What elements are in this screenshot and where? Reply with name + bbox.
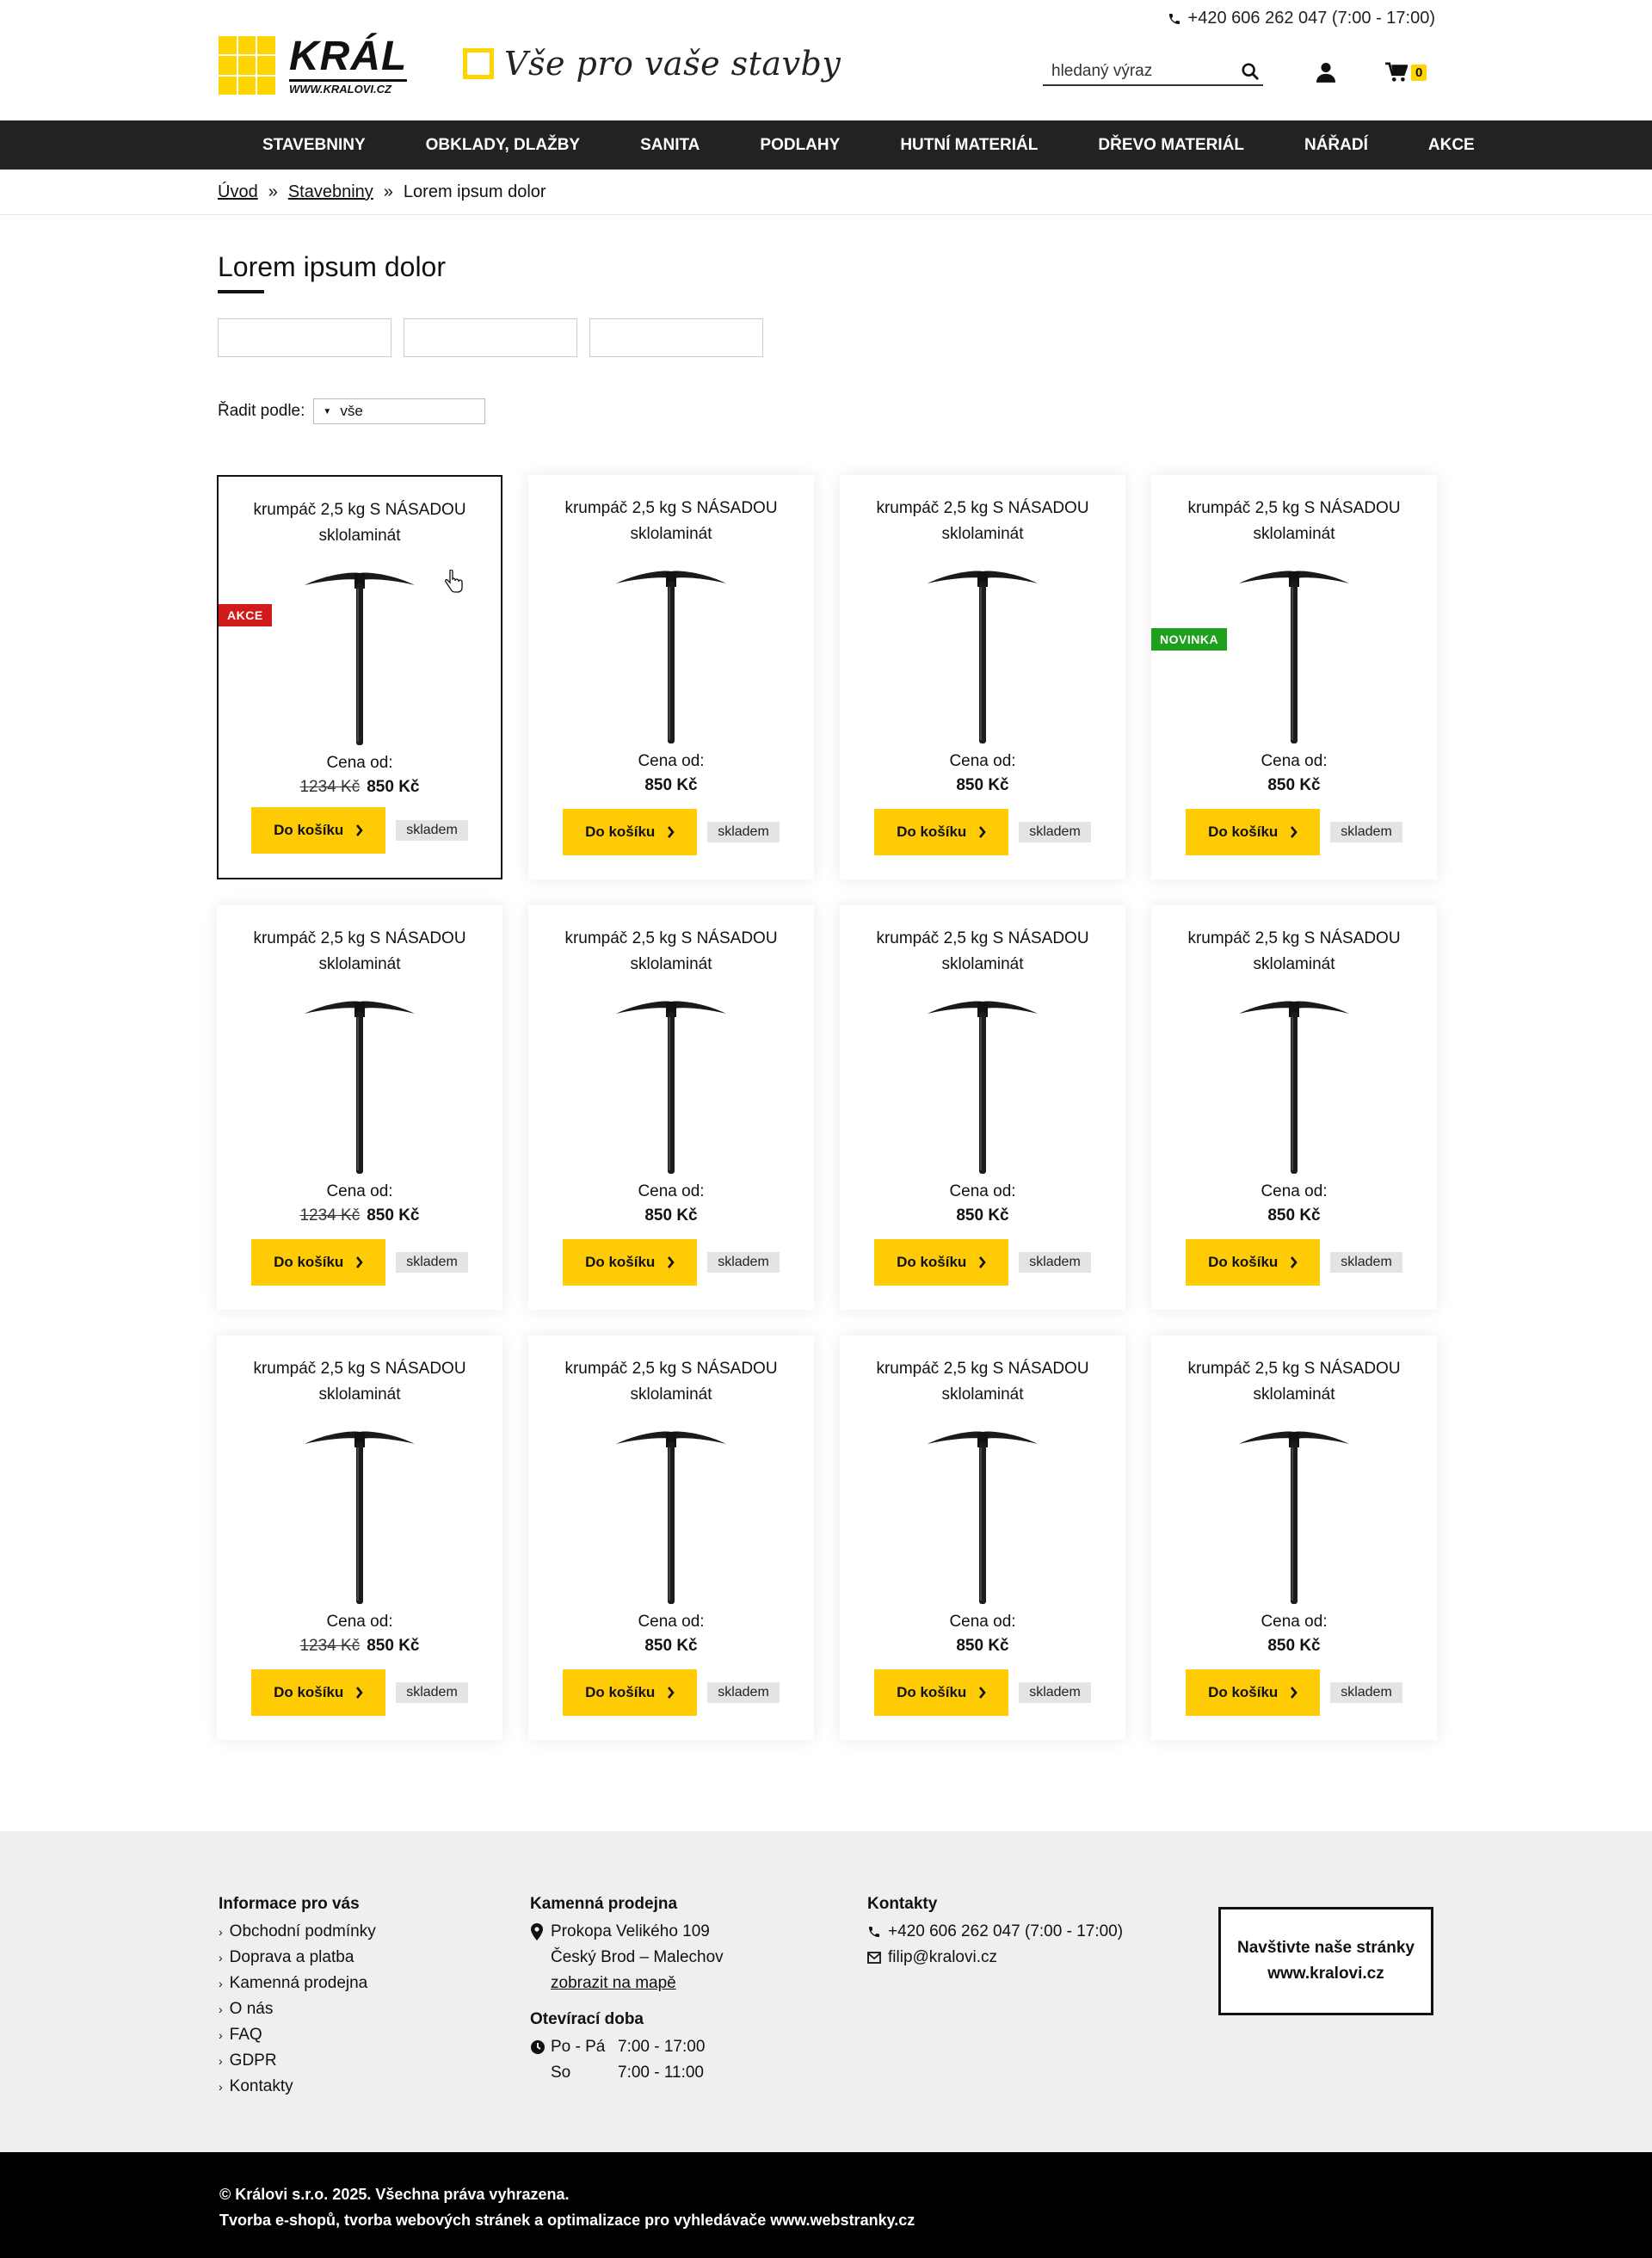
product-price: 850 Kč <box>1267 1637 1321 1655</box>
footer-link[interactable] <box>219 2048 376 2074</box>
chevron-right-icon <box>667 826 675 838</box>
product-price: 850 Kč <box>644 1637 698 1655</box>
search-box <box>1043 59 1263 86</box>
stock-badge: skladem <box>396 820 468 841</box>
hours-time-saturday: 7:00 - 11:00 <box>618 2064 705 2082</box>
breadcrumb-separator: » <box>268 182 278 201</box>
product-price-label: Cena od: <box>1261 1613 1328 1631</box>
breadcrumb-separator: » <box>383 182 393 201</box>
add-to-cart-label: Do košíku <box>585 1684 656 1700</box>
add-to-cart-button[interactable] <box>251 807 385 854</box>
credits[interactable]: Tvorba e-shopů, tvorba webových stránek a optimalizace pro vyhledávače www.webstranky.cz <box>219 2212 915 2229</box>
cart-button[interactable] <box>1385 62 1427 83</box>
chevron-right-icon: › <box>219 1925 223 1939</box>
chevron-right-icon <box>978 1256 986 1268</box>
stock-badge: skladem <box>396 1252 468 1273</box>
add-to-cart-button[interactable] <box>563 1669 697 1716</box>
product-image[interactable] <box>299 566 420 747</box>
chevron-right-icon: › <box>219 2054 223 2068</box>
header-phone-text: +420 606 262 047 (7:00 - 17:00) <box>1187 9 1435 28</box>
add-to-cart-button[interactable] <box>874 1669 1008 1716</box>
user-icon <box>1316 62 1335 83</box>
product-price-label: Cena od: <box>638 1613 705 1631</box>
add-to-cart-label: Do košíku <box>274 1254 344 1270</box>
product-price: 850 Kč <box>956 1637 1009 1655</box>
chevron-right-icon <box>1290 826 1298 838</box>
product-price-label: Cena od: <box>326 1182 393 1200</box>
footer-link-label: Obchodní podmínky <box>229 1922 376 1940</box>
product-name[interactable]: krumpáč 2,5 kg S NÁSADOU sklolaminát <box>564 1360 778 1404</box>
sort-control <box>218 398 485 424</box>
nav-item-obklady-dlazby[interactable]: OBKLADY, DLAŽBY <box>425 135 581 154</box>
account-button[interactable] <box>1316 62 1335 87</box>
add-to-cart-label: Do košíku <box>897 824 967 840</box>
add-to-cart-button[interactable] <box>563 809 697 855</box>
add-to-cart-label: Do košíku <box>274 822 344 838</box>
product-name[interactable]: krumpáč 2,5 kg S NÁSADOU sklolaminát <box>564 499 778 543</box>
product-badge: AKCE <box>219 604 272 626</box>
product-prices <box>840 1206 1125 1225</box>
stock-badge: skladem <box>1019 1252 1091 1273</box>
product-card[interactable] <box>217 1336 502 1740</box>
product-image[interactable] <box>922 1425 1043 1606</box>
stock-badge: skladem <box>396 1682 468 1703</box>
add-to-cart-button[interactable] <box>874 809 1008 855</box>
product-prices <box>217 1206 502 1225</box>
product-card[interactable] <box>840 905 1125 1310</box>
sort-value: vše <box>340 403 363 419</box>
phone-icon <box>867 1925 881 1939</box>
map-pin-icon <box>530 1923 544 1940</box>
nav-item-drevo-material[interactable]: DŘEVO MATERIÁL <box>1098 135 1244 154</box>
contact-email[interactable]: filip@kralovi.cz <box>888 1948 997 1966</box>
product-image[interactable] <box>611 564 731 745</box>
add-to-cart-button[interactable] <box>251 1669 385 1716</box>
product-prices <box>219 778 501 797</box>
search-input[interactable] <box>1051 62 1215 81</box>
chevron-right-icon <box>667 1256 675 1268</box>
add-to-cart-button[interactable] <box>874 1239 1008 1286</box>
slogan <box>463 45 841 83</box>
breadcrumb-home[interactable]: Úvod <box>218 182 258 201</box>
product-price-label: Cena od: <box>949 752 1016 770</box>
product-prices <box>1151 1637 1437 1656</box>
product-image[interactable] <box>299 995 420 1175</box>
product-name[interactable]: krumpáč 2,5 kg S NÁSADOU sklolaminát <box>253 501 466 545</box>
chevron-right-icon <box>978 1687 986 1699</box>
mail-icon <box>867 1952 881 1964</box>
chevron-right-icon <box>667 1687 675 1699</box>
add-to-cart-button[interactable] <box>1186 809 1320 855</box>
product-badge: NOVINKA <box>1151 628 1227 651</box>
bottom-bar <box>0 2152 1652 2258</box>
footer-contacts-column <box>867 1891 1123 1971</box>
chevron-right-icon: › <box>219 2080 223 2094</box>
footer-link-label: O nás <box>229 2000 274 2018</box>
opening-hours <box>530 2034 724 2086</box>
product-image[interactable] <box>1234 995 1354 1175</box>
cart-count: 0 <box>1411 65 1427 81</box>
chevron-right-icon: › <box>219 2028 223 2042</box>
product-image[interactable] <box>922 995 1043 1175</box>
nav-item-podlahy[interactable]: PODLAHY <box>760 135 841 154</box>
product-price-label: Cena od: <box>638 1182 705 1200</box>
product-card[interactable] <box>528 1336 814 1740</box>
site-logo[interactable] <box>219 36 407 95</box>
product-card[interactable] <box>1151 905 1437 1310</box>
product-card[interactable] <box>217 475 502 879</box>
footer-link[interactable] <box>219 2074 376 2100</box>
chevron-right-icon: › <box>219 2002 223 2016</box>
add-to-cart-label: Do košíku <box>1208 824 1279 840</box>
footer-link-label: Kamenná prodejna <box>229 1974 368 1992</box>
store-address-line2: Český Brod – Malechov <box>551 1948 724 1966</box>
caret-down-icon: ▼ <box>323 406 332 416</box>
footer-link-label: GDPR <box>229 2051 277 2070</box>
product-old-price: 1234 Kč <box>299 1637 361 1655</box>
cart-icon <box>1385 62 1408 83</box>
footer-hours-title: Otevírací doba <box>530 2010 644 2028</box>
product-old-price: 1234 Kč <box>299 1206 361 1225</box>
add-to-cart-label: Do košíku <box>1208 1684 1279 1700</box>
hours-time-weekday: 7:00 - 17:00 <box>618 2038 706 2056</box>
product-card[interactable] <box>528 475 814 879</box>
add-to-cart-label: Do košíku <box>274 1684 344 1700</box>
product-name[interactable]: krumpáč 2,5 kg S NÁSADOU sklolaminát <box>876 929 1089 973</box>
product-card[interactable] <box>217 905 502 1310</box>
product-price: 850 Kč <box>956 1206 1009 1225</box>
product-name[interactable]: krumpáč 2,5 kg S NÁSADOU sklolaminát <box>253 929 466 973</box>
add-to-cart-label: Do košíku <box>897 1254 967 1270</box>
phone-icon <box>1168 12 1181 26</box>
product-price: 850 Kč <box>956 776 1009 794</box>
product-image[interactable] <box>922 564 1043 745</box>
add-to-cart-button[interactable] <box>1186 1669 1320 1716</box>
product-prices <box>217 1637 502 1656</box>
header-phone[interactable] <box>1168 9 1435 28</box>
main-nav <box>0 120 1652 170</box>
stock-badge: skladem <box>1330 1682 1402 1703</box>
product-prices <box>1151 776 1437 795</box>
add-to-cart-label: Do košíku <box>1208 1254 1279 1270</box>
product-prices <box>528 1637 814 1656</box>
clock-icon <box>530 2039 546 2055</box>
stock-badge: skladem <box>1019 1682 1091 1703</box>
product-card[interactable] <box>1151 475 1437 879</box>
add-to-cart-button[interactable] <box>1186 1239 1320 1286</box>
hand-cursor-icon <box>444 570 463 594</box>
sort-select[interactable] <box>313 398 485 424</box>
product-prices <box>840 1637 1125 1656</box>
product-card[interactable] <box>1151 1336 1437 1740</box>
product-card[interactable] <box>840 1336 1125 1740</box>
stock-badge: skladem <box>707 822 780 842</box>
breadcrumb-category[interactable]: Stavebniny <box>287 182 373 201</box>
title-underline <box>218 290 264 293</box>
product-name[interactable]: krumpáč 2,5 kg S NÁSADOU sklolaminát <box>876 499 1089 543</box>
product-card[interactable] <box>528 905 814 1310</box>
site-header <box>0 0 1652 120</box>
product-price-label: Cena od: <box>1261 1182 1328 1200</box>
product-price-label: Cena od: <box>949 1182 1016 1200</box>
add-to-cart-label: Do košíku <box>585 824 656 840</box>
add-to-cart-label: Do košíku <box>897 1684 967 1700</box>
stock-badge: skladem <box>1330 822 1402 842</box>
product-name[interactable]: krumpáč 2,5 kg S NÁSADOU sklolaminát <box>876 1360 1089 1404</box>
chevron-right-icon <box>355 824 363 836</box>
chevron-right-icon <box>1290 1256 1298 1268</box>
filter-bar <box>218 318 763 357</box>
visit-line2: www.kralovi.cz <box>1267 1965 1384 1983</box>
product-image[interactable] <box>1234 564 1354 745</box>
footer-info-column <box>219 1891 376 2100</box>
stock-badge: skladem <box>707 1252 780 1273</box>
visit-website-box[interactable] <box>1218 1907 1433 2015</box>
chevron-right-icon <box>1290 1687 1298 1699</box>
footer-link[interactable] <box>219 2022 376 2048</box>
product-price-label: Cena od: <box>326 754 393 772</box>
product-price: 850 Kč <box>367 1206 420 1225</box>
footer-contacts-title: Kontakty <box>867 1895 938 1913</box>
sort-label: Řadit podle: <box>218 402 305 420</box>
footer-link[interactable] <box>219 1996 376 2022</box>
logo-grid-icon <box>219 36 275 95</box>
breadcrumb-current: Lorem ipsum dolor <box>403 182 546 201</box>
product-price: 850 Kč <box>367 778 420 796</box>
nav-item-sanita[interactable]: SANITA <box>640 135 700 154</box>
footer-link-label: Kontakty <box>229 2077 293 2095</box>
footer-info-title: Informace pro vás <box>219 1895 360 1913</box>
footer-link[interactable] <box>219 1919 376 1945</box>
footer-link[interactable] <box>219 1945 376 1971</box>
product-image[interactable] <box>611 1425 731 1606</box>
store-map-link[interactable]: zobrazit na mapě <box>551 1974 676 1992</box>
product-name[interactable]: krumpáč 2,5 kg S NÁSADOU sklolaminát <box>1187 1360 1401 1404</box>
hours-days-weekday: Po - Pá <box>551 2038 606 2056</box>
stock-badge: skladem <box>707 1682 780 1703</box>
product-price: 850 Kč <box>367 1637 420 1655</box>
chevron-right-icon: › <box>219 1951 223 1965</box>
product-name[interactable]: krumpáč 2,5 kg S NÁSADOU sklolaminát <box>1187 929 1401 973</box>
filter-field-1[interactable] <box>218 318 391 357</box>
nav-item-stavebniny[interactable]: STAVEBNINY <box>262 135 366 154</box>
nav-item-hutni-material[interactable]: HUTNÍ MATERIÁL <box>900 135 1039 154</box>
product-name[interactable]: krumpáč 2,5 kg S NÁSADOU sklolaminát <box>564 929 778 973</box>
contact-phone[interactable]: +420 606 262 047 (7:00 - 17:00) <box>888 1922 1124 1940</box>
chevron-right-icon <box>978 826 986 838</box>
product-price-label: Cena od: <box>638 752 705 770</box>
footer-store-column <box>530 1891 724 2086</box>
product-image[interactable] <box>611 995 731 1175</box>
filter-field-3[interactable] <box>589 318 763 357</box>
product-price: 850 Kč <box>644 776 698 794</box>
product-prices <box>840 776 1125 795</box>
product-name[interactable]: krumpáč 2,5 kg S NÁSADOU sklolaminát <box>1187 499 1401 543</box>
product-name[interactable]: krumpáč 2,5 kg S NÁSADOU sklolaminát <box>253 1360 466 1404</box>
nav-item-naradi[interactable]: NÁŘADÍ <box>1304 135 1368 154</box>
visit-line1: Navštivte naše stránky <box>1237 1939 1415 1957</box>
product-prices <box>1151 1206 1437 1225</box>
product-price-label: Cena od: <box>1261 752 1328 770</box>
slogan-square-icon <box>463 48 494 79</box>
product-price: 850 Kč <box>644 1206 698 1225</box>
add-to-cart-label: Do košíku <box>585 1254 656 1270</box>
chevron-right-icon <box>355 1256 363 1268</box>
product-grid <box>217 475 1435 1740</box>
chevron-right-icon <box>355 1687 363 1699</box>
add-to-cart-button[interactable] <box>563 1239 697 1286</box>
footer-store-title: Kamenná prodejna <box>530 1895 678 1913</box>
filter-field-2[interactable] <box>404 318 577 357</box>
nav-item-akce[interactable]: AKCE <box>1427 135 1475 154</box>
breadcrumb <box>0 170 1652 215</box>
hours-days-saturday: So <box>551 2064 571 2082</box>
logo-brand: KRÁL <box>289 34 408 79</box>
product-price: 850 Kč <box>1267 1206 1321 1225</box>
product-price-label: Cena od: <box>326 1613 393 1631</box>
product-old-price: 1234 Kč <box>299 778 361 796</box>
stock-badge: skladem <box>1019 822 1091 842</box>
product-image[interactable] <box>1234 1425 1354 1606</box>
footer-link-label: FAQ <box>229 2026 262 2044</box>
footer-link-label: Doprava a platba <box>229 1948 354 1966</box>
store-address-line1: Prokopa Velikého 109 <box>551 1922 710 1940</box>
page-title: Lorem ipsum dolor <box>218 251 446 282</box>
product-card[interactable] <box>840 475 1125 879</box>
slogan-text: Vše pro vaše stavby <box>504 45 841 83</box>
product-price-label: Cena od: <box>949 1613 1016 1631</box>
product-prices <box>528 776 814 795</box>
footer-link[interactable] <box>219 1971 376 1996</box>
product-price: 850 Kč <box>1267 776 1321 794</box>
copyright: © Královi s.r.o. 2025. Všechna práva vyhrazena. <box>219 2186 570 2203</box>
search-icon[interactable] <box>1241 62 1260 81</box>
product-image[interactable] <box>299 1425 420 1606</box>
site-footer <box>0 1831 1652 2152</box>
stock-badge: skladem <box>1330 1252 1402 1273</box>
product-prices <box>528 1206 814 1225</box>
add-to-cart-button[interactable] <box>251 1239 385 1286</box>
chevron-right-icon: › <box>219 1977 223 1990</box>
logo-url: WWW.KRALOVI.CZ <box>289 79 407 95</box>
